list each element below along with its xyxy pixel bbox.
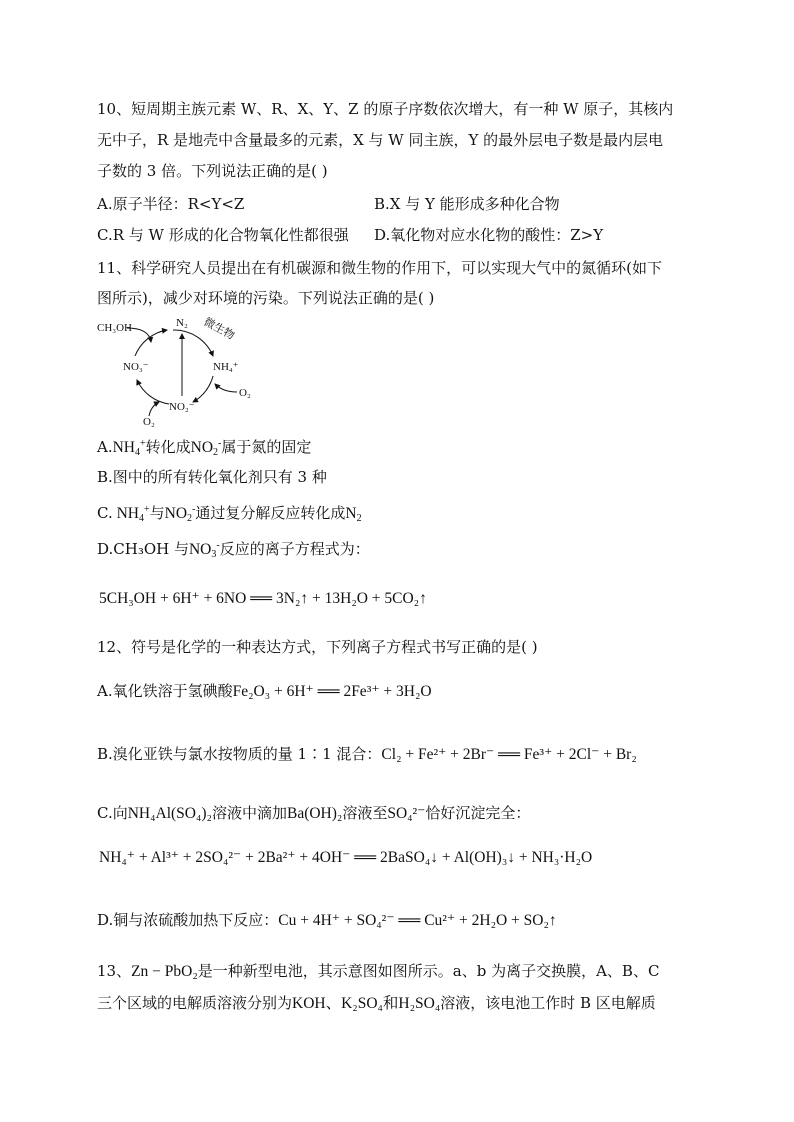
q10-line2: 无中子，R 是地壳中含量最多的元素，X 与 W 同主族，Y 的最外层电子数是最内层电 <box>97 131 664 149</box>
q11-option-d: D.CH₃OH 与$NO_3^-$反应的离子方程式为： <box>97 540 370 560</box>
q12-option-b: B.溴化亚铁与氯水按物质的量 1∶1 混合：Cl₂ + Fe²⁺ + 2Br⁻ ══ Fe³⁺ + 2Cl⁻ + Br₂ <box>97 745 637 763</box>
q13-line1: 13、Zn − PbO₂是一种新型电池，其示意图如图所示。a、b 为离子交换膜，A、B、C <box>97 962 660 980</box>
q10-option-a: A.原子半径：R<Y<Z <box>97 195 245 213</box>
label-microbe: 微生物 <box>201 316 237 343</box>
label-ch3oh: CH₃OH <box>97 322 133 334</box>
label-n2: N₂ <box>176 317 188 329</box>
q12-option-a: A.氧化铁溶于氢碘酸Fe₂O₃ + 6H⁺ ══ 2Fe³⁺ + 3H₂O <box>97 682 432 700</box>
label-o2-bottom: O₂ <box>143 416 155 427</box>
label-o2-right: O₂ <box>239 387 251 399</box>
q11-option-a: $A.NH_4^+$转化成$NO_2^-$属于氮的固定 <box>97 438 312 458</box>
q11-option-c: C. $NH_4^+$与$NO_2^-$通过复分解反应转化成$N_2$ <box>97 504 362 524</box>
arrow-o2-right <box>215 384 237 392</box>
q12-option-c: C.向NH₄Al(SO₄)₂溶液中滴加Ba(OH)₂溶液至SO₄²⁻恰好沉淀完全： <box>97 804 531 822</box>
q12-option-d: D.铜与浓硫酸加热下反应：Cu + 4H⁺ + SO₄²⁻ ══ Cu²⁺ + 2H₂O + SO₂↑ <box>97 911 557 929</box>
q10-option-d: D.氧化物对应水化物的酸性：Z>Y <box>374 226 604 244</box>
label-no2: NO₂⁻ <box>169 401 195 413</box>
q10-option-b: B.X 与 Y 能形成多种化合物 <box>374 195 560 213</box>
nitrogen-cycle-diagram <box>95 312 265 427</box>
q10-line1: 10、短周期主族元素 W、R、X、Y、Z 的原子序数依次增大，有一种 W 原子，其核内 <box>97 100 674 118</box>
q11-option-d-equation: 5CH₃OH + 6H⁺ + 6NO ══ 3N₂↑ + 13H₂O + 5CO₂↑ <box>99 590 427 607</box>
q11-option-b: B.图中的所有转化氧化剂只有 3 种 <box>97 468 327 486</box>
arrow-o2-bottom <box>149 402 159 416</box>
q11-line2: 图所示)，减少对环境的污染。下列说法正确的是( ) <box>97 289 435 307</box>
q12-line1: 12、符号是化学的一种表达方式，下列离子方程式书写正确的是( ) <box>97 638 538 656</box>
label-no3: NO₃⁻ <box>123 361 149 373</box>
q12-option-c-equation: NH₄⁺ + Al³⁺ + 2SO₄²⁻ + 2Ba²⁺ + 4OH⁻ ══ 2BaSO₄↓ + Al(OH)₃↓ + NH₃·H₂O <box>99 849 593 866</box>
q11-line1: 11、科学研究人员提出在有机碳源和微生物的作用下，可以实现大气中的氮循环(如下 <box>97 259 662 277</box>
arc-no2-to-no3 <box>137 380 169 404</box>
q10-line3: 子数的 3 倍。下列说法正确的是( ) <box>97 162 328 180</box>
arc-nh4-to-no2 <box>193 376 213 402</box>
arc-no3-to-n2 <box>135 330 167 356</box>
q13-line2: 三个区域的电解质溶液分别为KOH、K₂SO₄和H₂SO₄溶液，该电池工作时 B 区电解质 <box>97 994 656 1012</box>
q10-option-c: C.R 与 W 形成的化合物氧化性都很强 <box>97 226 349 244</box>
label-nh4: NH₄⁺ <box>213 361 239 373</box>
arc-n2-to-nh4 <box>173 330 213 356</box>
